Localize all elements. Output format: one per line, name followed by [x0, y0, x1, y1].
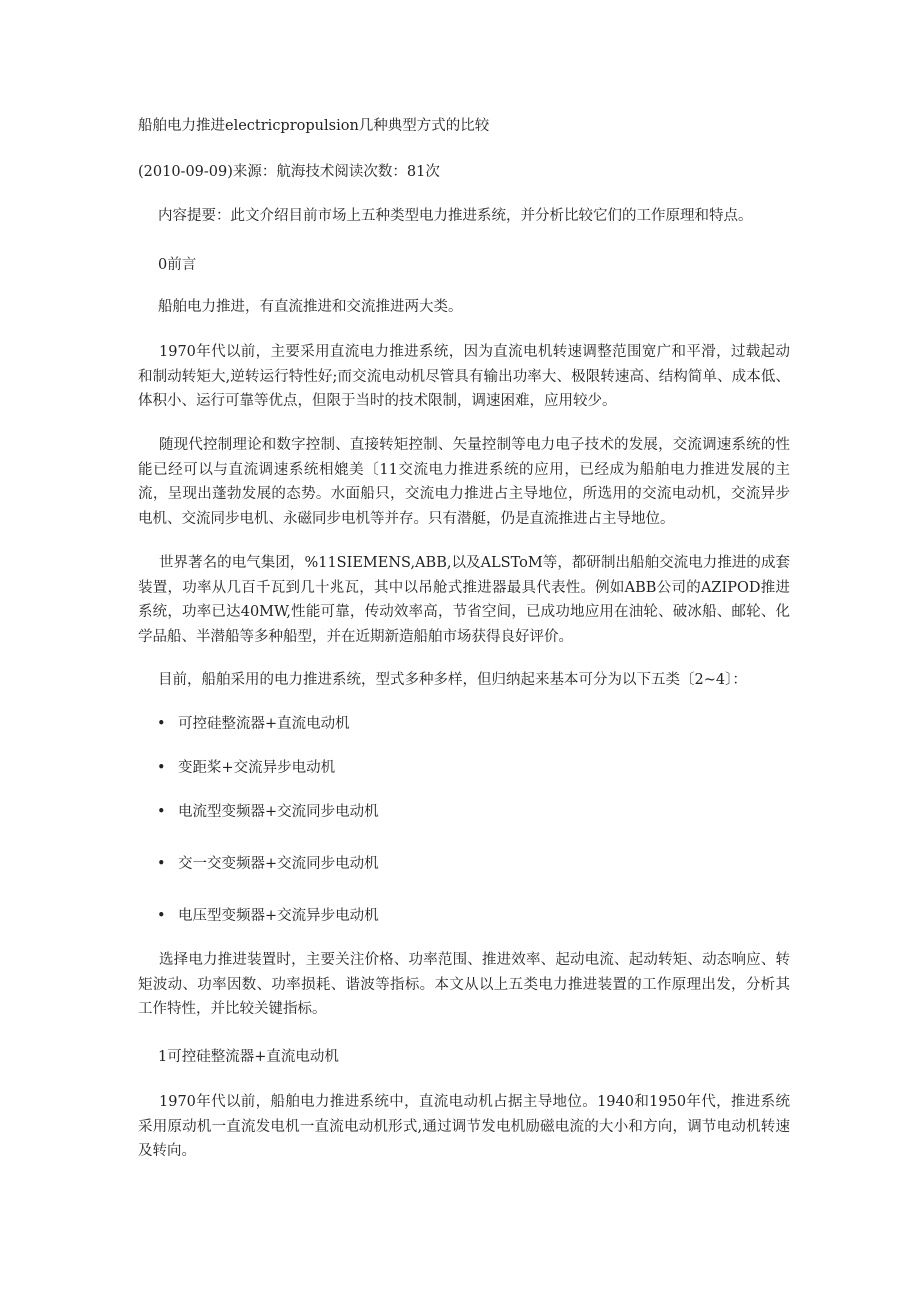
article-title: 船舶电力推进electricpropulsion几种典型方式的比较: [138, 118, 490, 134]
list-item-text: 电压型变频器+交流异步电动机: [178, 908, 379, 924]
paragraph-7: 1970年代以前，船舶电力推进系统中，直流电动机占据主导地位。1940和1950年代，推进系统采用原动机一直流发电机一直流电动机形式,通过调节发电机励磁电流的大小和方向，调节电动机转速及转向。: [138, 1094, 790, 1159]
abstract: 内容提要：此文介绍目前市场上五种类型电力推进系统，并分析比较它们的工作原理和特点。: [158, 208, 753, 224]
list-item-text: 交一交变频器+交流同步电动机: [178, 856, 379, 872]
bullet-icon: •: [157, 760, 166, 776]
list-item: [157, 713, 350, 735]
bullet-icon: •: [157, 908, 166, 924]
paragraph-3: 随现代控制理论和数字控制、直接转矩控制、矢量控制等电力电子技术的发展，交流调速系统的性能已经可以与直流调速系统相媲美〔11交流电力推进系统的应用，已经成为船舶电力推进发展的主流，呈现出蓬勃发展的态势。水面船只，交流电力推进占主导地位，所选用的交流电动机，交流异步电机、交流同步电机、永磁同步电机等并存。只有潜艇，仍是直流推进占主导地位。: [138, 437, 790, 527]
paragraph-6: 选择电力推进装置时，主要关注价格、功率范围、推进效率、起动电流、起动转矩、动态响应、转矩波动、功率因数、功率损耗、谐波等指标。本文从以上五类电力推进装置的工作原理出发，分析其工作特性，并比较关键指标。: [138, 952, 790, 1017]
paragraph-1: 船舶电力推进，有直流推进和交流推进两大类。: [158, 299, 463, 315]
list-item: [157, 905, 379, 927]
list-item-text: 变距桨+交流异步电动机: [178, 760, 336, 776]
bullet-icon: •: [157, 716, 166, 732]
article-meta: (2010-09-09)来源：航海技术阅读次数：81次: [138, 164, 440, 180]
paragraph-2: 1970年代以前，主要采用直流电力推进系统，因为直流电机转速调整范围宽广和平滑，过载起动和制动转矩大,逆转运行特性好;而交流电动机尽管具有输出功率大、极限转速高、结构简单、成本低、体积小、运行可靠等优点，但限于当时的技术限制，调速困难，应用较少。: [138, 344, 790, 409]
paragraph-5: 目前，船舶采用的电力推进系统，型式多种多样，但归纳起来基本可分为以下五类〔2~4〕：: [158, 672, 747, 688]
bullet-icon: •: [157, 856, 166, 872]
section-heading-1: 1可控硅整流器+直流电动机: [158, 1049, 339, 1065]
list-item: [157, 853, 379, 875]
list-item-text: 可控硅整流器+直流电动机: [178, 716, 350, 732]
list-item: [157, 801, 379, 823]
list-item-text: 电流型变频器+交流同步电动机: [178, 804, 379, 820]
section-heading-0: 0前言: [158, 257, 197, 273]
bullet-icon: •: [157, 804, 166, 820]
paragraph-4: 世界著名的电气集团，%11SIEMENS,ABB,以及ALSToM等，都研制出船舶交流电力推进的成套装置，功率从几百千瓦到几十兆瓦，其中以吊舱式推进器最具代表性。例如ABB公司的AZIPOD推进系统，功率已达40MW,性能可靠，传动效率高，节省空间，已成功地应用在油轮、破冰船、邮轮、化学品船、半潜船等多种船型，并在近期新造船舶市场获得良好评价。: [138, 555, 790, 645]
list-item: [157, 757, 335, 779]
